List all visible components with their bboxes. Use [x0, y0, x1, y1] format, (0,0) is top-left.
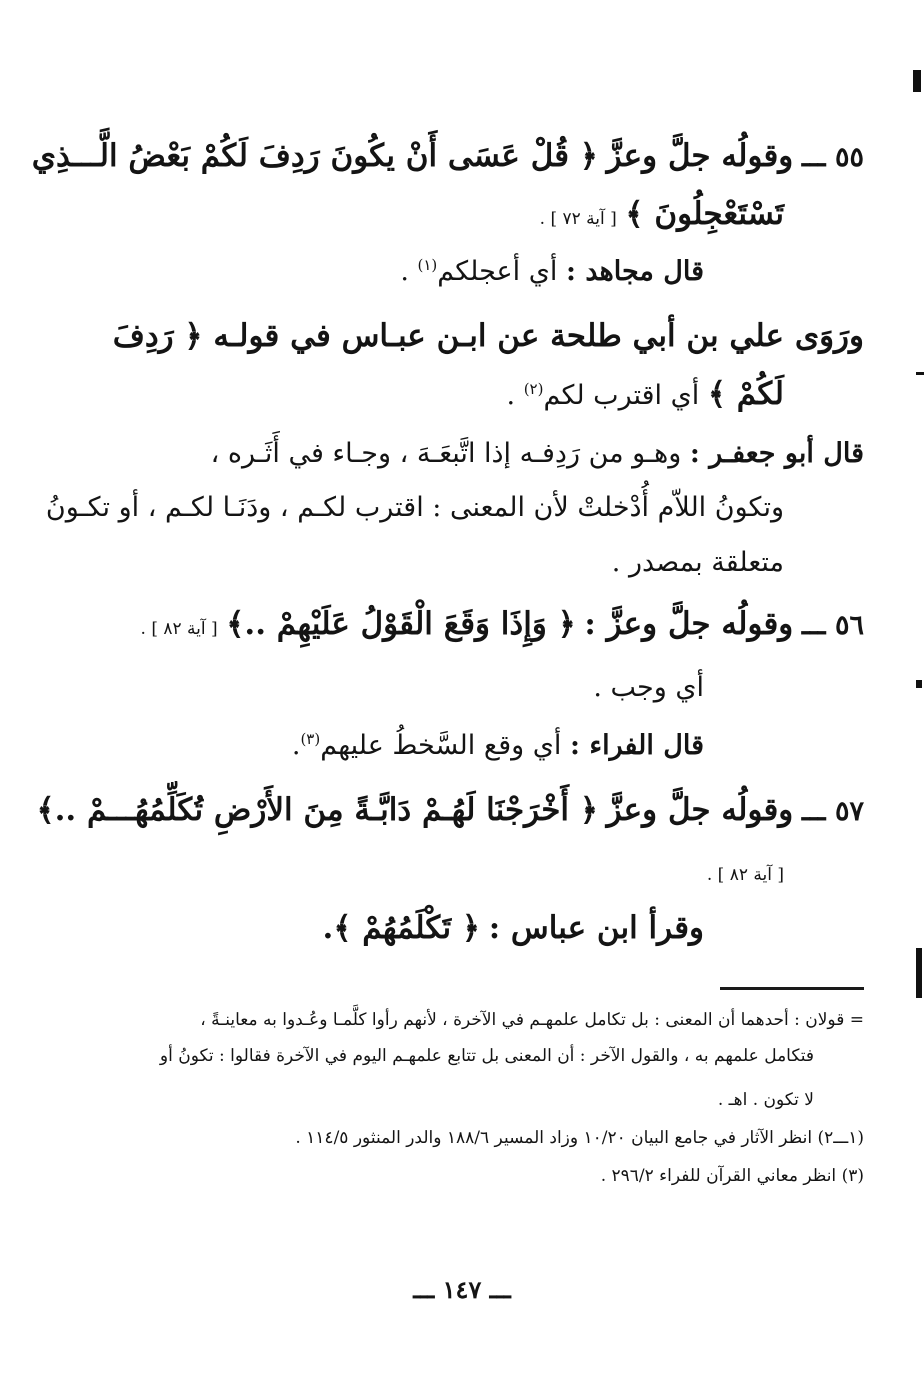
- scan-edge-mark: [913, 70, 921, 92]
- qira-paragraph: [323, 910, 704, 947]
- entry-56-number: ٥٦ ـــ: [801, 610, 864, 641]
- footnote-1-2: [295, 1128, 864, 1148]
- scan-edge-mark: [916, 680, 922, 688]
- footnote-continuation-line1: [200, 1010, 864, 1030]
- footnote-continuation-line3: [718, 1090, 814, 1110]
- abu-jafar-line2: [46, 492, 784, 524]
- qira-quran: ﴿ تَكْلَمُهُمْ ﴾.: [322, 910, 481, 946]
- footnote-continuation-text2: فتكامل علمهم به ، والقول الآخر : أن المعنى بل تتابع علمهـم اليوم في الآخرة فقالوا : تكونُ أو: [159, 1046, 814, 1066]
- scan-edge-mark: [916, 948, 922, 998]
- ibn-abbas-quran: لَكُمْ ﴾: [707, 376, 784, 412]
- wajaba-paragraph: [593, 672, 704, 704]
- entry-55-lead: وقولُه جلَّ وعزَّ: [606, 138, 794, 174]
- footnote-3-mark: (٣): [841, 1166, 864, 1186]
- page-number: ـــ ١٤٧ ـــ: [413, 1275, 511, 1304]
- wajaba-text: أي وجب .: [593, 672, 704, 703]
- farra-label: قال الفراء :: [570, 730, 704, 761]
- entry-55-line2: [540, 196, 784, 233]
- entry-56-line: [141, 606, 864, 643]
- abu-jafar-text1: وهـو من رَدِفـه إذا اتَّبعَـهَ ، وجـاء في أَثَـره ،: [210, 438, 682, 469]
- ibn-abbas-text2: أي اقترب لكم: [543, 380, 700, 411]
- abu-jafar-text3: متعلقة بمصدر .: [611, 547, 784, 578]
- entry-57-lead: وقولُه جلَّ وعزَّ: [606, 792, 794, 828]
- entry-55-ayah-ref: [ آية ٧٢ ] .: [539, 209, 617, 229]
- entry-55-quran-line2: تَسْتَعْجِلُونَ ﴾: [625, 196, 784, 232]
- entry-55-line1: [32, 138, 864, 175]
- ibn-abbas-text1: ورَوَى علي بن أبي طلحة عن ابـن عبـاس في قولـه ﴿ رَدِفَ: [112, 318, 864, 354]
- mujahid-text: أي أعجلكم: [437, 256, 558, 287]
- footnote-3: [601, 1166, 864, 1186]
- entry-57-quran: ﴿ أَخْرَجْنَا لَهُـمْ دَابَّـةً مِنَ الأَرْضِ تُكَلِّمُهُـــمْ ..﴾: [36, 792, 598, 828]
- entry-57-ayah-ref: [ آية ٨٢ ] .: [706, 865, 784, 885]
- footnote-1-2-text: انظر الآثار في جامع البيان ١٠/٢٠ وزاد المسير ١٨٨/٦ والدر المنثور ١١٤/٥ .: [295, 1128, 813, 1148]
- scan-edge-mark: [916, 372, 924, 375]
- entry-55-number: ٥٥ ـــ: [801, 142, 864, 173]
- abu-jafar-label: قال أبو جعفـر :: [689, 438, 864, 469]
- entry-57-line2: [707, 856, 784, 888]
- mujahid-end: .: [400, 256, 418, 287]
- farra-end: .: [291, 730, 301, 761]
- footnote-ref-3: (٣): [300, 730, 321, 748]
- entry-56-lead: وقولُه جلَّ وعزَّ :: [584, 606, 794, 642]
- footnote-ref-1: (١): [417, 256, 438, 274]
- entry-55-quran-line1: ﴿ قُلْ عَسَى أَنْ يكُونَ رَدِفَ لَكُمْ بَعْضُ الَّـــذِي: [31, 138, 598, 174]
- ibn-abbas-line1: [113, 318, 864, 355]
- farra-paragraph: [292, 730, 704, 762]
- footnote-1-2-mark: (١ـــ٢): [817, 1128, 864, 1148]
- entry-56-ayah-ref: [ آية ٨٢ ] .: [140, 619, 218, 639]
- abu-jafar-text2: وتكونُ اللاّم أُدْخلتْ لأن المعنى : اقترب لكـم ، ودَنَـا لكـم ، أو تكـونُ: [45, 492, 784, 523]
- footnote-3-text: انظر معاني القرآن للفراء ٢٩٦/٢ .: [600, 1166, 837, 1186]
- footnote-continuation-text3: لا تكون . اهـ .: [717, 1090, 814, 1110]
- abu-jafar-line1: [211, 438, 864, 470]
- ibn-abbas-line2: [507, 376, 784, 413]
- qira-label: وقرأ ابن عباس :: [488, 910, 704, 946]
- entry-57-line1: [36, 792, 864, 829]
- entry-56-quran: ﴿ وَإِذَا وَقَعَ الْقَوْلُ عَلَيْهِمْ ..﴾: [226, 606, 576, 642]
- mujahid-label: قال مجاهد :: [565, 256, 704, 287]
- footnote-continuation-line2: [160, 1046, 814, 1066]
- ibn-abbas-end: .: [506, 380, 524, 411]
- footnote-continuation-text1: قولان : أحدهما أن المعنى : بل تكامل علمهـم في الآخرة ، لأنهم رأوا كلَّمـا وعُـدوا به معاينـةً ،: [200, 1010, 845, 1030]
- footnote-continuation-mark: =: [849, 1010, 864, 1030]
- entry-57-number: ٥٧ ـــ: [801, 796, 864, 827]
- farra-text: أي وقع السَّخطُ عليهم: [320, 730, 562, 761]
- footnote-separator: [720, 987, 864, 990]
- footnote-ref-2: (٢): [523, 380, 544, 398]
- mujahid-paragraph: [400, 256, 704, 288]
- abu-jafar-line3: [612, 547, 784, 579]
